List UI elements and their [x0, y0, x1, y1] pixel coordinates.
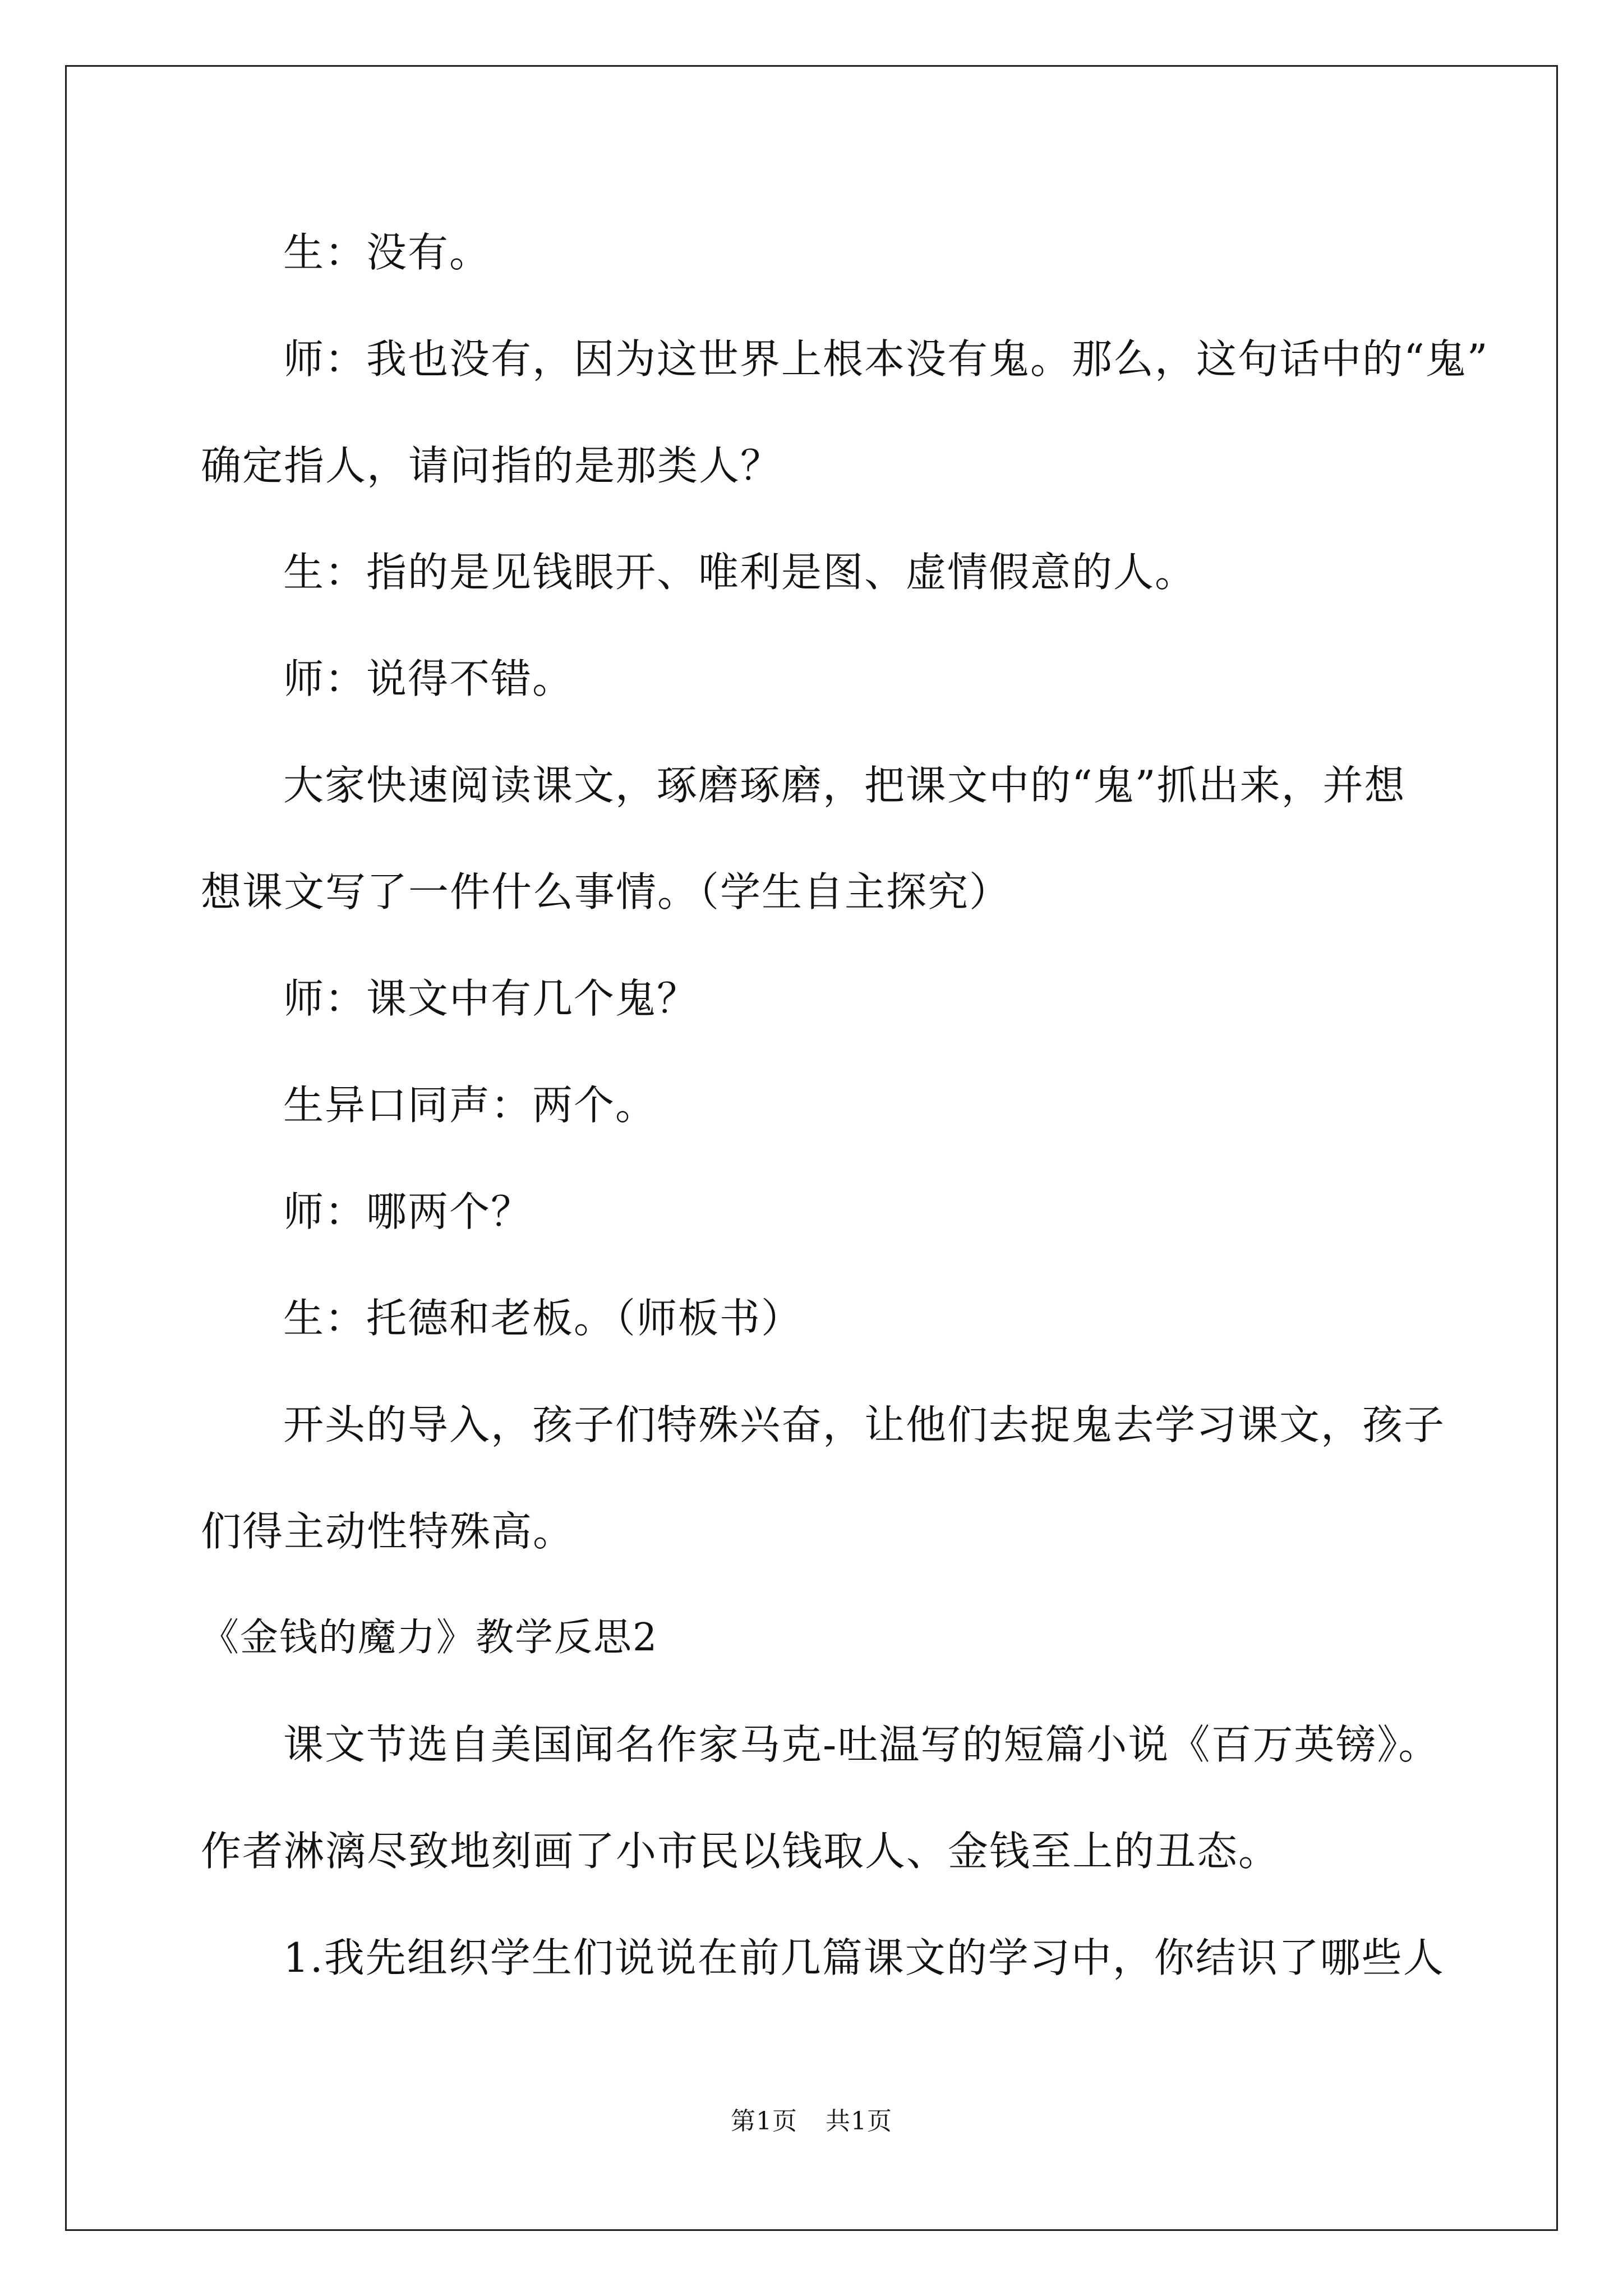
dialogue-line: 师：哪两个？ — [283, 1188, 533, 1235]
dialogue-line: 生：托德和老板。（师板书） — [283, 1295, 803, 1342]
dialogue-line: 师：课文中有几个鬼？ — [283, 975, 699, 1022]
paragraph-line-continued: 想课文写了一件什么事情。（学生自主探究） — [201, 868, 1011, 915]
paragraph-line-continued: 们得主动性特殊高。 — [201, 1508, 575, 1555]
paragraph-line-continued: 作者淋漓尽致地刻画了小市民以钱取人、金钱至上的丑态。 — [201, 1828, 1280, 1875]
dialogue-line: 师：我也没有，因为这世界上根本没有鬼。那么，这句话中的“鬼” — [283, 335, 1489, 383]
dialogue-line: 生异口同声：两个。 — [283, 1082, 657, 1129]
section-heading: 《金钱的魔力》教学反思2 — [201, 1616, 658, 1660]
dialogue-line-continued: 确定指人，请问指的是那类人？ — [201, 442, 782, 489]
dialogue-line: 生：指的是见钱眼开、唯利是图、虚情假意的人。 — [283, 549, 1197, 596]
paragraph-line: 大家快速阅读课文，琢磨琢磨，把课文中的“鬼”抓出来，并想 — [283, 762, 1406, 809]
paragraph-line: 课文节选自美国闻名作家马克-吐温写的短篇小说《百万英镑》。 — [283, 1721, 1440, 1768]
page-number: 第1页 — [731, 2107, 797, 2136]
paragraph-line: 1.我先组织学生们说说在前几篇课文的学习中，你结识了哪些人 — [283, 1934, 1445, 1981]
page-total: 共1页 — [826, 2107, 892, 2136]
page-footer — [0, 2106, 1623, 2137]
dialogue-line: 生：没有。 — [283, 229, 491, 276]
paragraph-line: 开头的导入，孩子们特殊兴奋，让他们去捉鬼去学习课文，孩子 — [283, 1401, 1446, 1448]
page-border — [65, 65, 1558, 2231]
dialogue-line: 师：说得不错。 — [283, 655, 574, 702]
